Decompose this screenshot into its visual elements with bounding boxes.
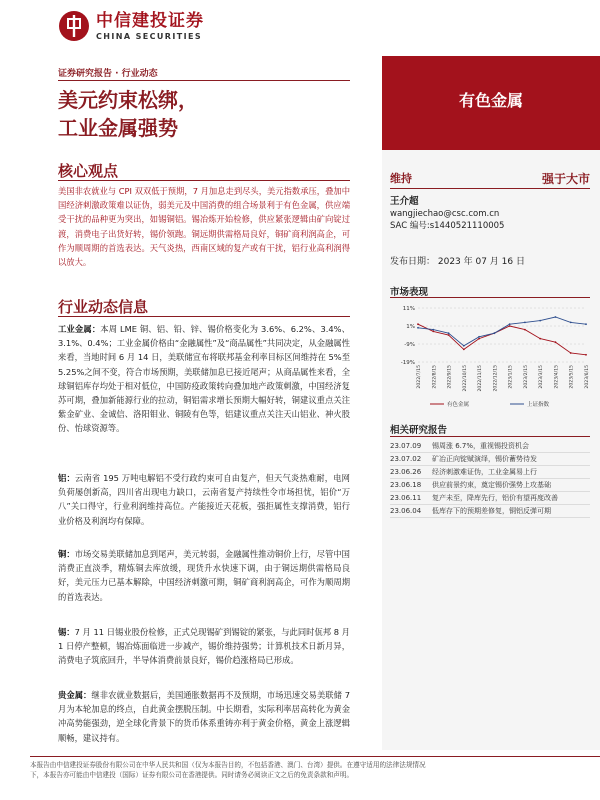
- legend-label: 上证指数: [527, 402, 550, 408]
- data-point: [448, 334, 450, 336]
- paragraph-industrial-metals: [58, 322, 350, 436]
- x-tick-label: 2022/9/15: [447, 365, 453, 389]
- analyst-info: [390, 196, 504, 232]
- x-tick-label: 2023/4/15: [554, 365, 560, 389]
- summary-heading: 核心观点: [58, 162, 119, 180]
- legend-label: 有色金属: [447, 402, 470, 408]
- x-tick-label: 2023/6/15: [585, 365, 590, 389]
- related-report-item[interactable]: [390, 453, 590, 466]
- summary-divider: [58, 180, 350, 181]
- data-point: [478, 336, 480, 338]
- report-date: 23.06.11: [390, 494, 422, 502]
- report-date: 23.06.26: [390, 468, 422, 476]
- x-tick-label: 2023/5/15: [569, 365, 575, 389]
- paragraph-label: 锡：: [58, 627, 75, 637]
- data-point: [524, 329, 526, 331]
- data-point: [555, 341, 557, 343]
- related-reports-list: [390, 440, 590, 518]
- data-point: [448, 332, 450, 334]
- market-performance-title: 市场表现: [390, 287, 429, 298]
- disclaimer-line-1: 本报告由中信建投证券股份有限公司在中华人民共和国（仅为本报告目的，不包括香港、澳门、台湾）提供。在遵守适用的法律法规情况: [30, 761, 426, 769]
- dynamics-divider: [58, 316, 350, 317]
- data-point: [585, 323, 587, 325]
- paragraph-label: 贵金属：: [58, 690, 92, 700]
- x-tick-label: 2022/12/15: [493, 365, 499, 392]
- related-report-item[interactable]: [390, 440, 590, 453]
- analyst-name: 王介超: [390, 196, 419, 207]
- data-point: [509, 323, 511, 325]
- paragraph-tin: [58, 625, 350, 668]
- sector-banner: [382, 56, 600, 150]
- publish-date: 发布日期： 2023 年 07 月 16 日: [390, 257, 525, 267]
- rating-divider: [390, 188, 590, 189]
- x-tick-label: 2022/8/15: [432, 365, 438, 389]
- report-date: 23.07.09: [390, 442, 422, 450]
- paragraph-aluminum: [58, 471, 350, 528]
- paragraph-label: 工业金属：: [58, 324, 101, 334]
- report-title: [58, 86, 198, 142]
- analyst-email[interactable]: wangjiechao@csc.com.cn: [390, 209, 500, 219]
- data-point: [478, 338, 480, 340]
- company-logo: [58, 10, 204, 42]
- y-tick-label: -19%: [400, 360, 415, 366]
- data-point: [417, 323, 419, 325]
- data-point: [509, 325, 511, 327]
- report-title-link[interactable]: 锡周涨 6.7%，重视锡投资机会: [432, 442, 530, 450]
- paragraph-label: 铜：: [58, 549, 75, 559]
- x-tick-label: 2023/2/15: [523, 365, 529, 389]
- data-point: [493, 332, 495, 334]
- related-report-item[interactable]: [390, 466, 590, 479]
- paragraph-text: 继非农就业数据后，美国通胀数据再不及预期，市场迅速交易美联储 7 月为本轮加息的终点，自此黄金摆脱压制。中长期看，实际利率居高转化为黄金冲高势能强劲，逆全球化背景下的货币体系重铸亦利于黄金价格，黄金上涨逻辑顺畅，建议持有。: [58, 690, 350, 743]
- report-date: 23.06.04: [390, 507, 422, 515]
- report-kicker: 证券研究报告 · 行业动态: [58, 69, 158, 79]
- report-date: 23.07.02: [390, 455, 422, 463]
- kicker-divider: [58, 80, 350, 81]
- data-point: [555, 316, 557, 318]
- data-point: [417, 327, 419, 329]
- rating-value: 强于大市: [541, 172, 590, 186]
- data-point: [463, 345, 465, 347]
- brand-name-en: CHINA SECURITIES: [96, 31, 203, 41]
- disclaimer-line-2: 下，本报告亦可能由中信建投（国际）证券有限公司在香港提供。同时请务必阅读正文之后的免责条款和声明。: [30, 771, 354, 779]
- data-point: [539, 320, 541, 322]
- data-point: [570, 352, 572, 354]
- analyst-sac: SAC 编号:s1440521110005: [390, 221, 505, 231]
- related-reports-title: 相关研究报告: [390, 425, 448, 436]
- rating-row: [390, 170, 590, 187]
- data-point: [570, 322, 572, 324]
- footer-divider: [30, 756, 600, 757]
- data-point: [585, 354, 587, 356]
- report-title-link[interactable]: 低库存下的预期差修复，铜铝反弹可期: [432, 507, 551, 515]
- paragraph-text: 市场交易美联储加息到尾声，美元转弱，金融属性推动铜价上行，尽管中国消费正直淡季，精炼铜去库放缓，现货升水快速下调，由于铜远期供需格局良好，美元压力已基本解除，中国经济刺激可期，铜矿商利润高企，可作为顺周期的首选表达。: [58, 549, 350, 602]
- x-tick-label: 2022/7/15: [417, 365, 422, 389]
- data-point: [524, 322, 526, 324]
- dynamics-heading: 行业动态信息: [58, 298, 149, 316]
- paragraph-text: 云南省 195 万吨电解铝不受行政约束可自由复产，但天气炎热难耐，电网负荷屡创新高，四川省出现电力缺口，云南省复产持续性令市场担忧，铝价“万八”关口得守，行业利润维持高位。产能接近天花板，强拒属性支撑消费，铝行业价格及利润均有保障。: [58, 473, 350, 526]
- x-tick-label: 2023/1/15: [508, 365, 514, 389]
- paragraph-precious-metals: [58, 688, 350, 745]
- title-line-2: 工业金属强势: [58, 116, 178, 140]
- paragraph-text: 7 月 11 日锡业股份检修，正式兑现锡矿到锡锭的紧张，与此同时佤邦 8 月 1 日停产整顿，锡冶炼面临进一步减产，锡价维持强势；计算机技术日新月异，消费电子筑底回升，半导体消费前景良好，锡价趋涨格局已形成。: [58, 627, 350, 666]
- paragraph-copper: [58, 547, 350, 604]
- report-date: 23.06.18: [390, 481, 422, 489]
- market-divider: [390, 297, 590, 298]
- data-point: [463, 349, 465, 351]
- x-tick-label: 2022/11/15: [478, 365, 484, 392]
- y-tick-label: 1%: [406, 324, 415, 330]
- summary-text: 美国非农就业与 CPI 双双低于预期，7 月加息走到尽头，美元指数承压，叠加中国经济刺激政策难以证伪，弱美元及中国消费的组合场景利于有色金属，供应端受干扰的品种更为突出，如锡铜铝。锡冶炼开始检修，供应紧张逻辑由矿向锭过渡，消费电子出货好转，锡价领跑。铜远期供需格局良好，铜矿商利润高企，可作为顺周期的首选表达。天气炎热，西南区域的复产或有干扰，铝行业高利润得以放大。: [58, 186, 350, 268]
- related-report-item[interactable]: [390, 479, 590, 492]
- sector-name: 有色金属: [458, 91, 523, 110]
- disclaimer: [30, 760, 600, 780]
- report-title-link[interactable]: 矿冶正向锭赋演绎，锡价蓄势待发: [432, 455, 537, 463]
- x-tick-label: 2022/10/15: [462, 365, 468, 392]
- rating-label: 维持: [390, 172, 412, 185]
- market-performance-chart: [390, 300, 590, 410]
- paragraph-text: 本周 LME 铜、铝、铅、锌、锡价格变化为 3.6%、6.2%、3.4%、3.1%、0.4%；工业金属价格由“金融属性”及“商品属性”共同决定，从金融属性来看，当地时间 6 月 14 日，美联储宣布将联邦基金利率目标区间维持在 5%至 5.25%之间不变，符合市场预期，美联储加息已接近尾声；从商品属性来看，全球铜铝库存均处于相对低位，中国防疫政策转向叠加地产政策刺激，中国经济复苏可期，叠加新能源行业的拉动，铜铝需求增长预期大幅好转，铜建议重点关注紫金矿业、金诚信、洛阳钼业、铜陵有色等，铝建议重点关注天山铝业、神火股份、怡球资源等。: [58, 324, 350, 434]
- paragraph-label: 铝：: [58, 473, 75, 483]
- related-report-item[interactable]: [390, 492, 590, 505]
- y-tick-label: -9%: [404, 342, 415, 348]
- related-report-item[interactable]: [390, 505, 590, 518]
- y-tick-label: 11%: [402, 306, 415, 312]
- series-line: [418, 317, 586, 346]
- title-line-1: 美元约束松绑，: [58, 88, 198, 112]
- data-point: [539, 338, 541, 340]
- data-point: [432, 329, 434, 331]
- report-title-link[interactable]: 复产未至，降库先行，铝价有望再度改善: [432, 494, 558, 502]
- x-tick-label: 2023/3/15: [539, 365, 545, 389]
- data-point: [432, 331, 434, 333]
- related-divider: [390, 436, 590, 437]
- company-logo-icon: [58, 10, 90, 42]
- brand-name-cn: 中信建投证券: [96, 10, 204, 31]
- report-title-link[interactable]: 经济刺激难证伪，工业金属易上行: [432, 468, 537, 476]
- report-title-link[interactable]: 供应前景约束，奠定锡价强势上攻基础: [432, 481, 551, 489]
